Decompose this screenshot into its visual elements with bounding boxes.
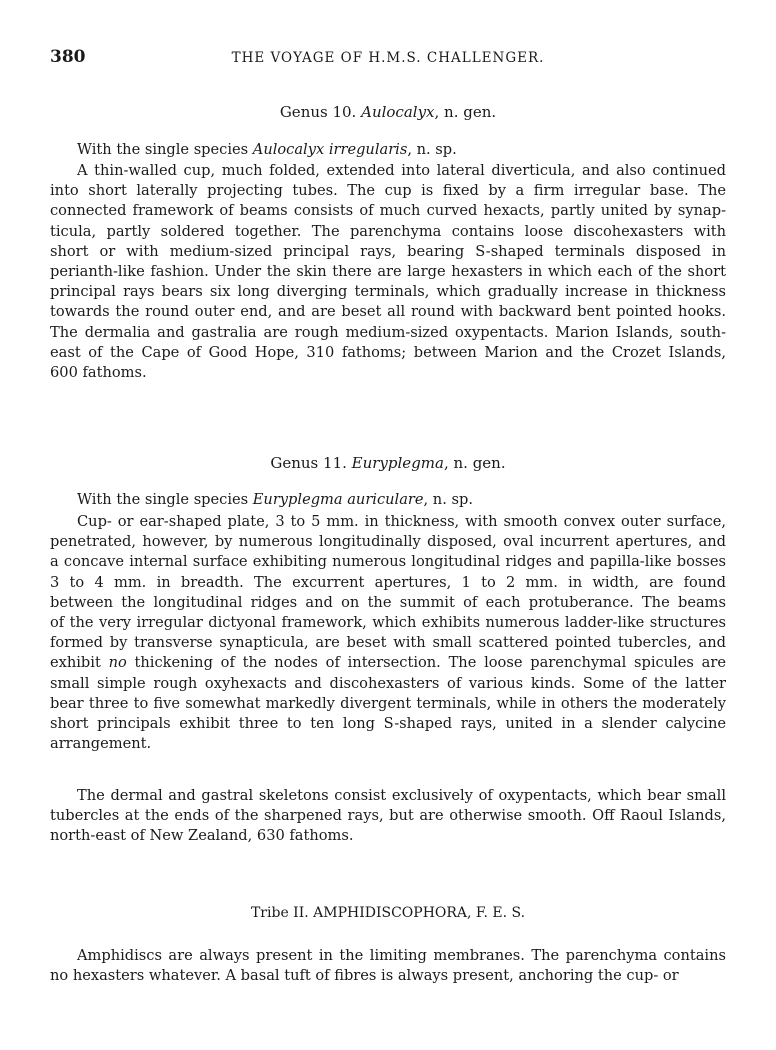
text-line: The dermalia and gastralia are rough medium-sized oxypentacts. Marion Islands, south-: [50, 323, 726, 341]
text-line: short or with medium-sized principal rays, bearing S-shaped terminals disposed in: [50, 242, 726, 260]
genus-10-species-suffix: , n. sp.: [407, 141, 457, 158]
genus-10-heading: [0, 103, 776, 121]
text-line: Amphidiscs are always present in the limiting membranes. The parenchyma contains: [77, 947, 726, 964]
genus-11-species-name: Euryplegma auriculare: [252, 491, 424, 508]
tribe-2-heading: Tribe II. AMPHIDISCOPHORA, F. E. S.: [250, 905, 526, 921]
genus-11-species-line: [50, 490, 726, 510]
text-line: between the longitudinal ridges and on the summit of each protuberance. The beams: [50, 593, 726, 611]
text-line: penetrated, however, by numerous longitudinally disposed, oval incurrent apertures, and: [50, 533, 726, 551]
genus-10-prefix: Genus 10.: [279, 103, 362, 121]
text-line: short principals exhibit three to ten long S-shaped rays, united in a slender calycine: [50, 715, 726, 733]
text-line: connected framework of beams consists of much curved hexacts, partly united by synap-: [50, 202, 726, 220]
text-line: towards the round outer end, and are beset all round with backward bent pointed hooks.: [50, 303, 726, 321]
text-line: small simple rough oxyhexacts and discohexasters of various kinds. Some of the latter: [50, 674, 726, 692]
text-line: north-east of New Zealand, 630 fathoms.: [50, 827, 354, 845]
genus-10-name: Aulocalyx: [361, 103, 435, 121]
text-line: [50, 653, 726, 673]
italic-word: no: [108, 654, 127, 672]
genus-11-heading: [0, 454, 776, 472]
text-line: 600 fathoms.: [50, 364, 147, 382]
text-line: east of the Cape of Good Hope, 310 fathoms; between Marion and the Crozet Islands,: [50, 343, 726, 361]
text-line: The dermal and gastral skeletons consist exclusively of oxypentacts, which bear small: [77, 787, 726, 804]
text-line: A thin-walled cup, much folded, extended into lateral diverticula, and also continued: [77, 162, 726, 179]
tribe-2-paragraph: [50, 946, 726, 986]
text-line: ticula, partly soldered together. The parenchyma contains loose discohexasters with: [50, 222, 726, 240]
text-line: principal rays bears six long diverging terminals, which gradually increase in thickness: [50, 283, 726, 301]
text-line: of the very irregular dictyonal framework, which exhibits numerous ladder-like structures: [50, 614, 726, 632]
genus-11-suffix: , n. gen.: [443, 454, 506, 472]
genus-10-suffix: , n. gen.: [434, 103, 497, 121]
genus-11-dermal-paragraph: [50, 786, 726, 847]
text-line: into short laterally projecting tubes. The cup is fixed by a firm irregular base. The: [50, 182, 726, 200]
text-line: no hexasters whatever. A basal tuft of fibres is always present, anchoring the cup- or: [50, 967, 679, 985]
text-line: perianth-like fashion. Under the skin there are large hexasters in which each of the short: [50, 263, 726, 281]
genus-10-species-name: Aulocalyx irregularis: [252, 141, 408, 158]
text-line: arrangement.: [50, 735, 152, 753]
text-fragment: thickening of the nodes of intersection. The loose parenchymal spicules are: [126, 654, 726, 672]
genus-11-description: [50, 512, 726, 754]
running-head: THE VOYAGE OF H.M.S. CHALLENGER.: [231, 50, 545, 66]
page-number: 380: [50, 47, 86, 67]
text-line: bear three to five somewhat markedly divergent terminals, while in others the moderately: [50, 694, 726, 712]
text-line: Cup- or ear-shaped plate, 3 to 5 mm. in thickness, with smooth convex outer surface,: [77, 513, 726, 530]
genus-11-species-intro: With the single species: [77, 491, 253, 508]
genus-11-prefix: Genus 11.: [270, 454, 352, 472]
text-line: tubercles at the ends of the sharpened rays, but are otherwise smooth. Off Raoul Islands,: [50, 807, 726, 825]
genus-11-species-suffix: , n. sp.: [423, 491, 473, 508]
genus-11-name: Euryplegma: [351, 454, 444, 472]
text-fragment: exhibit: [50, 654, 109, 672]
text-line: formed by transverse synapticula, are beset with small scattered pointed tubercles, and: [50, 634, 726, 652]
text-line: 3 to 4 mm. in breadth. The excurrent apertures, 1 to 2 mm. in width, are found: [50, 573, 726, 591]
genus-10-species-intro: With the single species: [77, 141, 253, 158]
genus-10-description: [50, 161, 726, 383]
genus-10-species-line: [50, 140, 726, 160]
text-line: a concave internal surface exhibiting numerous longitudinal ridges and papilla-like bosses: [50, 553, 726, 571]
